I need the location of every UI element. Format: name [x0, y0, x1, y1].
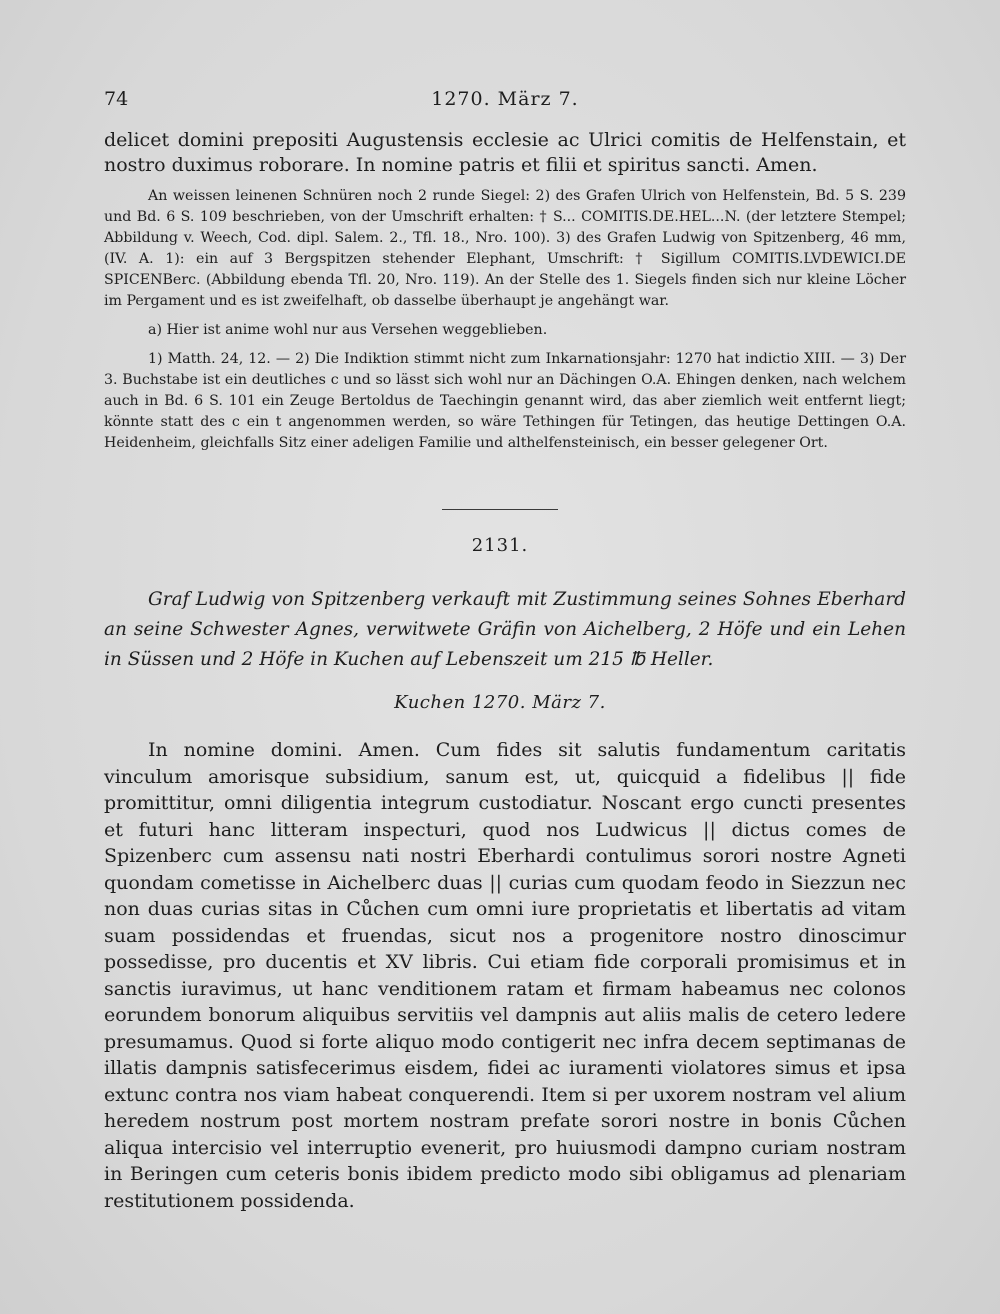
footnotes: [104, 186, 906, 454]
footnote-a: a) Hier ist anime wohl nur aus Versehen weggeblieben.: [148, 322, 548, 338]
section-divider: [442, 509, 558, 510]
continued-charter-text: delicet domini prepositi Augustensis ecclesie ac Ulrici comitis de Helfenstain, et nostro duximus roborare. In nomine patris et filii et spiritus sancti. Amen.: [104, 129, 906, 176]
document-number: 2131.: [471, 535, 529, 556]
document-dateline: Kuchen 1270. März 7.: [394, 692, 606, 713]
document-regest: Graf Ludwig von Spitzenberg verkauft mit Zustimmung seines Sohnes Eberhard an seine Schwester Agnes, verwitwete Gräfin von Aichelberg, 2 Höfe und ein Lehen in Süssen und 2 Höfe in Kuchen auf Lebenszeit um 215 ℔ Heller.: [104, 589, 906, 670]
seal-description: An weissen leinenen Schnüren noch 2 runde Siegel: 2) des Grafen Ulrich von Helfenstein, Bd. 5 S. 239 und Bd. 6 S. 109 beschrieben, von der Umschrift erhalten: † S... COMITIS.DE.HEL...N. (der letztere Stempel; Abbildung v. Weech, Cod. dipl. Salem. 2., Tfl. 18., Nro. 100). 3) des Grafen Ludwig von Spitzenberg, 46 mm, (IV. A. 1): ein auf 3 Bergspitzen stehender Elephant, Umschrift: † Sigillum COMITIS.LVDEWICI.DE SPICENBerc. (Abbildung ebenda Tfl. 20, Nro. 119). An der Stelle des 1. Siegels finden sich nur kleine Löcher im Pergament und es ist zweifelhaft, ob dasselbe überhaupt je angehängt war.: [104, 188, 906, 309]
page-header: [104, 88, 906, 118]
page-number: 74: [104, 88, 129, 110]
running-head: 1270. März 7.: [431, 88, 579, 110]
footnote-1: 1) Matth. 24, 12. — 2) Die Indiktion stimmt nicht zum Inkarnationsjahr: 1270 hat indictio XIII. — 3) Der 3. Buchstabe ist ein deutliches c und so lässt sich wohl nur an Dächingen O.A. Ehingen denken, nach welchem auch in Bd. 6 S. 101 ein Zeuge Bertoldus de Taechingin genannt wird, das aber ziemlich weit entfernt liegt; könnte statt des c ein t angenommen werden, so wäre Tethingen für Tetingen, das heutige Dettingen O.A. Heidenheim, gleichfalls Sitz einer adeligen Familie und althelfensteinisch, ein besser gelegener Ort.: [104, 351, 906, 451]
charter-text: In nomine domini. Amen. Cum fides sit salutis fundamentum caritatis vinculum amorisque subsidium, sanum est, ut, quicquid a fidelibus || fide promittitur, omni diligentia integrum custodiatur. Noscant ergo cuncti presentes et futuri hanc litteram inspecturi, quod nos Ludwicus || dictus comes de Spizenberc cum assensu nati nostri Eberhardi contulimus sorori nostre Agneti quondam cometisse in Aichelberc duas || curias cum quodam feodo in Siezzun nec non duas curias sitas in Cůchen cum omni iure proprietatis et libertatis ad vitam suam possidendas et fruendas, sicut nos a progenitore nostro dinoscimur possedisse, pro ducentis et XV libris. Cui etiam fide corporali promisimus et in sanctis iuravimus, ut hanc venditionem ratam et firmam habeamus nec colonos eorundem bonorum aliquibus servitiis vel dampnis aut aliis malis de cetero ledere presumamus. Quod si forte aliquo modo contigerit nec infra decem septimanas de illatis dampnis satisfecerimus eisdem, fidei ac iuramenti violatores simus et ipsa extunc contra nos viam habeat conquerendi. Item si per uxorem nostram vel alium heredem nostrum post mortem nostram prefate sorori nostre in bonis Cůchen aliqua intercisio vel interruptio evenerit, pro huiusmodi dampno curiam nostram in Beringen cum ceteris bonis ibidem predicto modo sibi obligamus ad plenariam restitutionem possidenda.: [104, 739, 906, 1212]
